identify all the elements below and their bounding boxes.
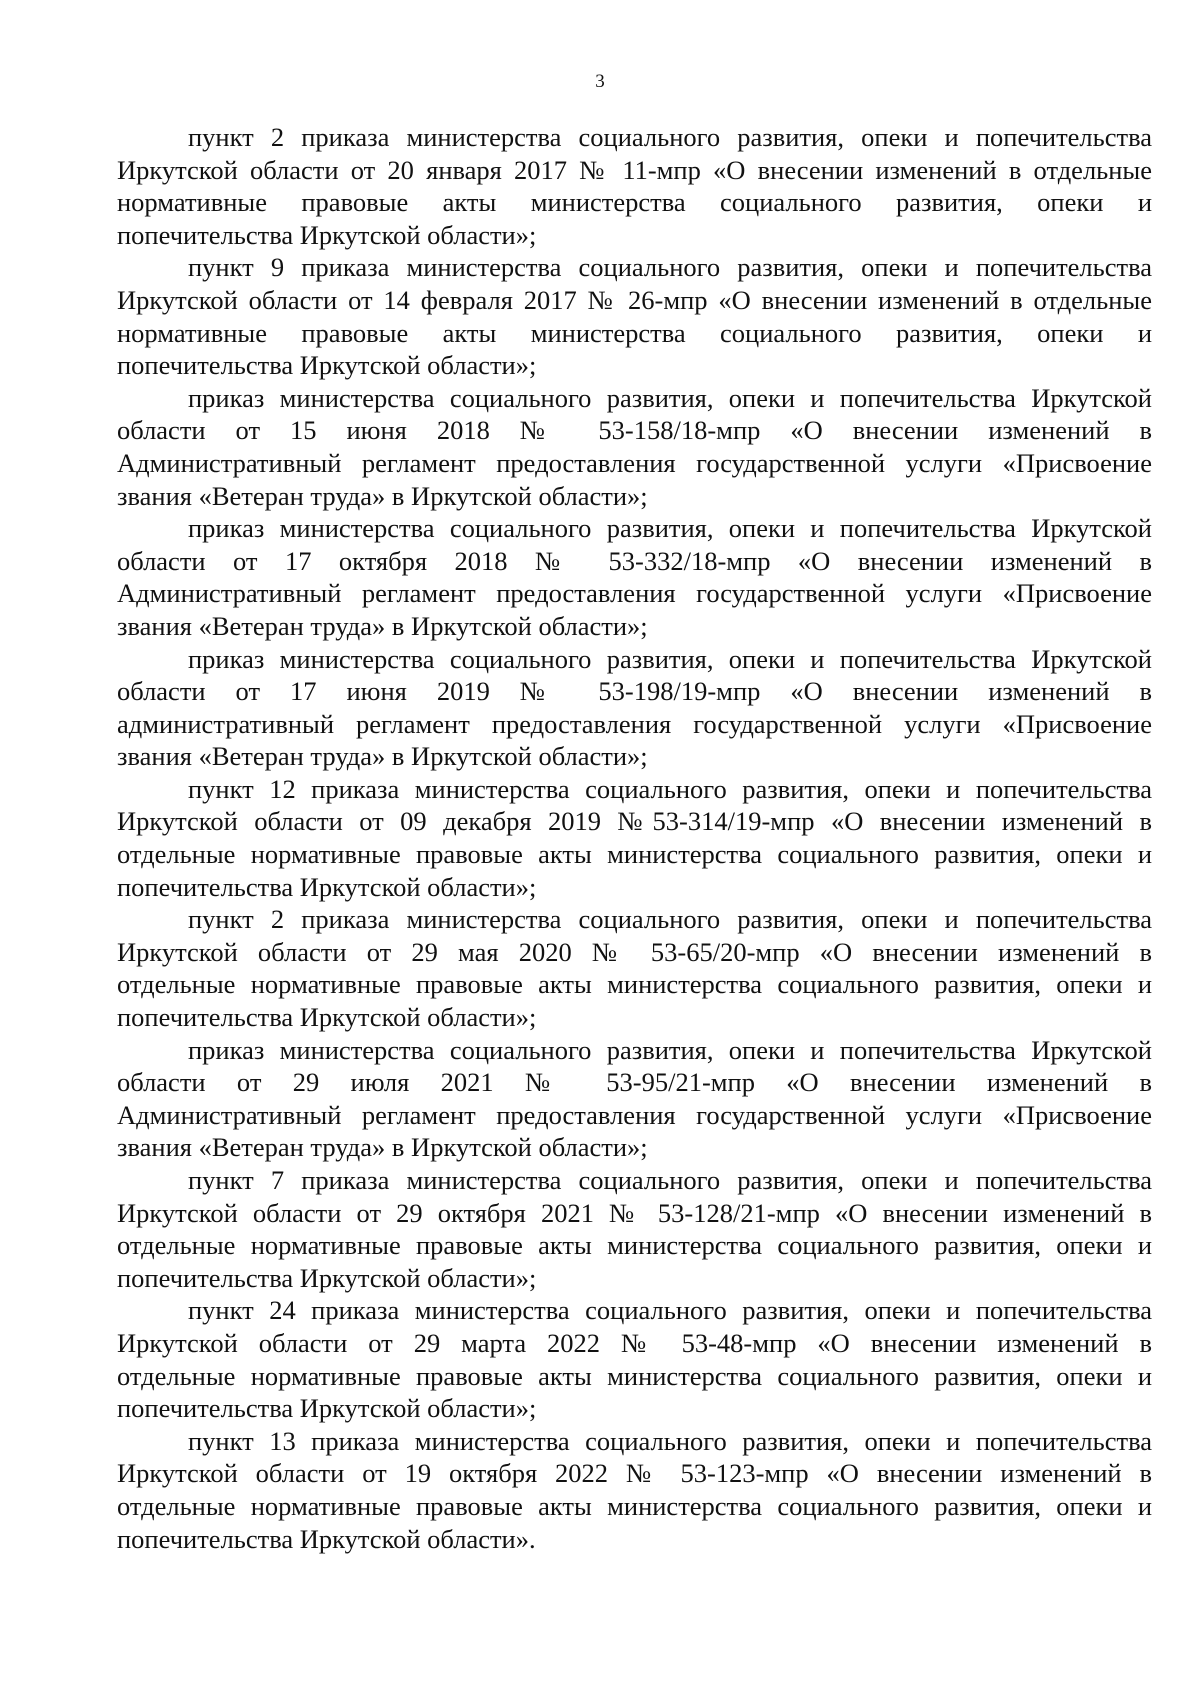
paragraph-line: пункт 12 приказа министерства социального развития, опеки и попечительства	[188, 773, 1152, 804]
paragraph-line: Иркутской области от 29 мая 2020 № 53-65/20-мпр «О внесении изменений в	[117, 936, 1152, 967]
paragraph	[117, 1164, 1152, 1294]
paragraph-line: попечительства Иркутской области»;	[117, 1393, 537, 1424]
paragraph-line: Административный регламент предоставления государственной услуги «Присвоение	[117, 447, 1152, 478]
paragraph-line: Административный регламент предоставления государственной услуги «Присвоение	[117, 1099, 1152, 1130]
paragraph-line: звания «Ветеран труда» в Иркутской области»;	[117, 610, 648, 641]
paragraph-line: попечительства Иркутской области»;	[117, 219, 537, 250]
paragraph-line: Иркутской области от 20 января 2017 № 11-мпр «О внесении изменений в отдельные	[117, 154, 1152, 185]
paragraph-line: приказ министерства социального развития, опеки и попечительства Иркутской	[188, 1034, 1152, 1065]
paragraph-line: отдельные нормативные правовые акты министерства социального развития, опеки и	[117, 969, 1152, 1000]
paragraph	[117, 643, 1152, 773]
paragraph	[117, 903, 1152, 1033]
paragraph-line: приказ министерства социального развития, опеки и попечительства Иркутской	[188, 382, 1152, 413]
paragraph-line: попечительства Иркутской области»;	[117, 871, 537, 902]
document-body	[117, 121, 1152, 1555]
paragraph-line: Иркутской области от 29 марта 2022 № 53-48-мпр «О внесении изменений в	[117, 1327, 1152, 1358]
paragraph-line: попечительства Иркутской области»;	[117, 350, 537, 381]
paragraph-line: пункт 13 приказа министерства социального развития, опеки и попечительства	[188, 1425, 1152, 1456]
paragraph-line: отдельные нормативные правовые акты министерства социального развития, опеки и	[117, 839, 1152, 870]
paragraph-line: отдельные нормативные правовые акты министерства социального развития, опеки и	[117, 1230, 1152, 1261]
paragraph-line: звания «Ветеран труда» в Иркутской области»;	[117, 741, 648, 772]
paragraph-line: нормативные правовые акты министерства социального развития, опеки и	[117, 187, 1152, 218]
paragraph-line: отдельные нормативные правовые акты министерства социального развития, опеки и	[117, 1490, 1152, 1521]
paragraph-line: приказ министерства социального развития, опеки и попечительства Иркутской	[188, 513, 1152, 544]
paragraph-line: нормативные правовые акты министерства социального развития, опеки и	[117, 317, 1152, 348]
paragraph-line: Иркутской области от 19 октября 2022 № 53-123-мпр «О внесении изменений в	[117, 1458, 1152, 1489]
paragraph-line: области от 15 июня 2018 № 53-158/18-мпр «О внесении изменений в	[117, 415, 1152, 446]
paragraph-line: попечительства Иркутской области»;	[117, 1262, 537, 1293]
paragraph	[117, 382, 1152, 512]
paragraph-line: области от 17 июня 2019 № 53-198/19-мпр «О внесении изменений в	[117, 676, 1152, 707]
page-number: 3	[595, 71, 605, 92]
paragraph-line: области от 29 июля 2021 № 53-95/21-мпр «О внесении изменений в	[117, 1067, 1152, 1098]
paragraph-line: звания «Ветеран труда» в Иркутской области»;	[117, 480, 648, 511]
paragraph-line: Иркутской области от 09 декабря 2019 №53-314/19-мпр «О внесении изменений в	[117, 806, 1152, 837]
paragraph-line: Административный регламент предоставления государственной услуги «Присвоение	[117, 578, 1152, 609]
paragraph-line: пункт 9 приказа министерства социального развития, опеки и попечительства	[188, 252, 1152, 283]
paragraph	[117, 512, 1152, 642]
paragraph-line: пункт 24 приказа министерства социального развития, опеки и попечительства	[188, 1295, 1152, 1326]
paragraph	[117, 1294, 1152, 1424]
paragraph-line: области от 17 октября 2018 № 53-332/18-мпр «О внесении изменений в	[117, 545, 1152, 576]
paragraph	[117, 121, 1152, 251]
paragraph-line: звания «Ветеран труда» в Иркутской области»;	[117, 1132, 648, 1163]
paragraph-line: отдельные нормативные правовые акты министерства социального развития, опеки и	[117, 1360, 1152, 1391]
paragraph-line: приказ министерства социального развития, опеки и попечительства Иркутской	[188, 643, 1152, 674]
paragraph-line: попечительства Иркутской области»;	[117, 1002, 537, 1033]
paragraph-line: попечительства Иркутской области».	[117, 1523, 536, 1554]
paragraph-line: пункт 2 приказа министерства социального развития, опеки и попечительства	[188, 904, 1152, 935]
paragraph	[117, 251, 1152, 381]
paragraph-line: Иркутской области от 29 октября 2021 № 53-128/21-мпр «О внесении изменений в	[117, 1197, 1152, 1228]
paragraph	[117, 1425, 1152, 1555]
paragraph	[117, 1034, 1152, 1164]
paragraph-line: Иркутской области от 14 февраля 2017 № 26-мпр «О внесении изменений в отдельные	[117, 284, 1152, 315]
paragraph-line: административный регламент предоставления государственной услуги «Присвоение	[117, 708, 1152, 739]
paragraph-line: пункт 2 приказа министерства социального развития, опеки и попечительства	[188, 122, 1152, 152]
paragraph	[117, 773, 1152, 903]
paragraph-line: пункт 7 приказа министерства социального развития, опеки и попечительства	[188, 1165, 1152, 1195]
